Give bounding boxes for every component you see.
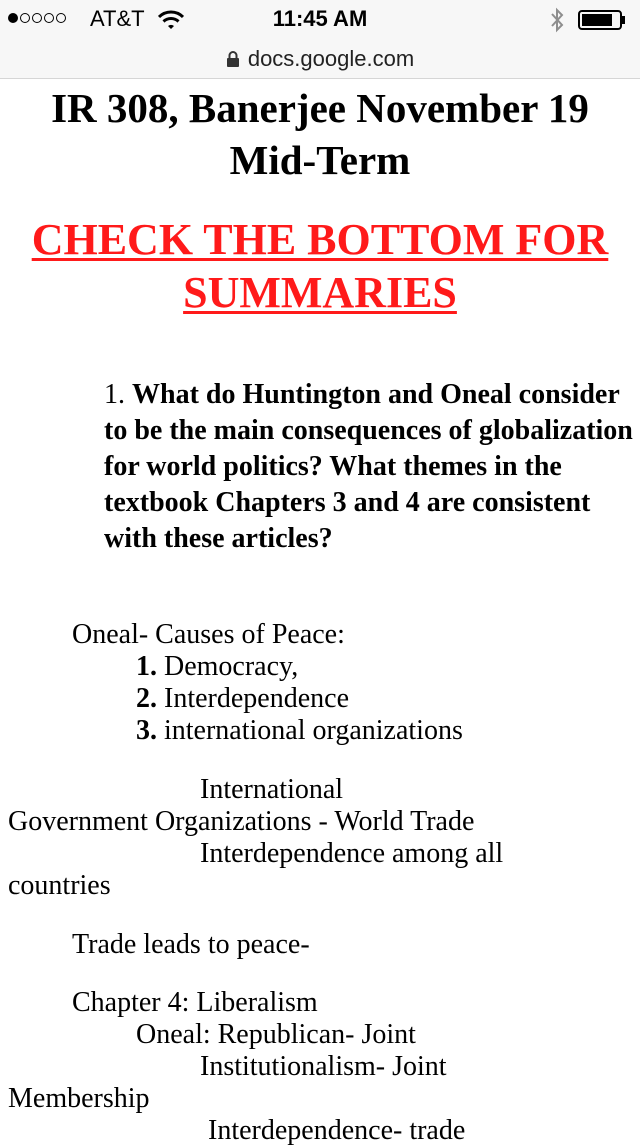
question-number: 1. [104, 379, 125, 410]
list-item [136, 715, 463, 747]
list-text: international organizations [164, 715, 463, 746]
battery-icon [578, 10, 626, 30]
clock-time: 11:45 AM [272, 6, 368, 31]
status-bar [0, 0, 640, 40]
note-line: Oneal: Republican- Joint [136, 1019, 416, 1050]
question-text: What do Huntington and Oneal consider to be the main consequences of globalization for world politics? What themes in the textbook Chapters 3 and 4 are consistent with these articles? [104, 379, 633, 554]
note-line: Trade leads to peace- [72, 929, 310, 960]
question-item [104, 377, 638, 557]
list-number: 3. [136, 715, 157, 746]
url-text[interactable]: docs.google.com [247, 46, 415, 71]
note-line: Chapter 4: Liberalism [72, 987, 318, 1018]
note-line: countries [8, 870, 111, 901]
list-number: 1. [136, 651, 157, 682]
carrier-label: AT&T [90, 6, 145, 31]
bluetooth-icon [548, 6, 566, 34]
list-item [136, 651, 298, 683]
note-line: Membership [8, 1083, 150, 1114]
note-line: Interdependence among all [200, 838, 504, 869]
note-line: Interdependence- trade [208, 1115, 466, 1146]
summaries-notice: CHECK THE BOTTOM FOR SUMMARIES [31, 215, 609, 317]
list-text: Democracy, [164, 651, 299, 682]
document-title: IR 308, Banerjee November 19 Mid-Term [51, 85, 589, 183]
oneal-heading: Oneal- Causes of Peace: [72, 619, 345, 650]
lock-icon [226, 50, 240, 68]
note-line: Government Organizations - World Trade [8, 806, 475, 837]
note-line: International [200, 774, 344, 805]
address-bar[interactable] [0, 40, 640, 79]
list-number: 2. [136, 683, 157, 714]
note-line: Institutionalism- Joint [200, 1051, 447, 1082]
list-text: Interdependence [164, 683, 349, 714]
list-item [136, 683, 349, 715]
